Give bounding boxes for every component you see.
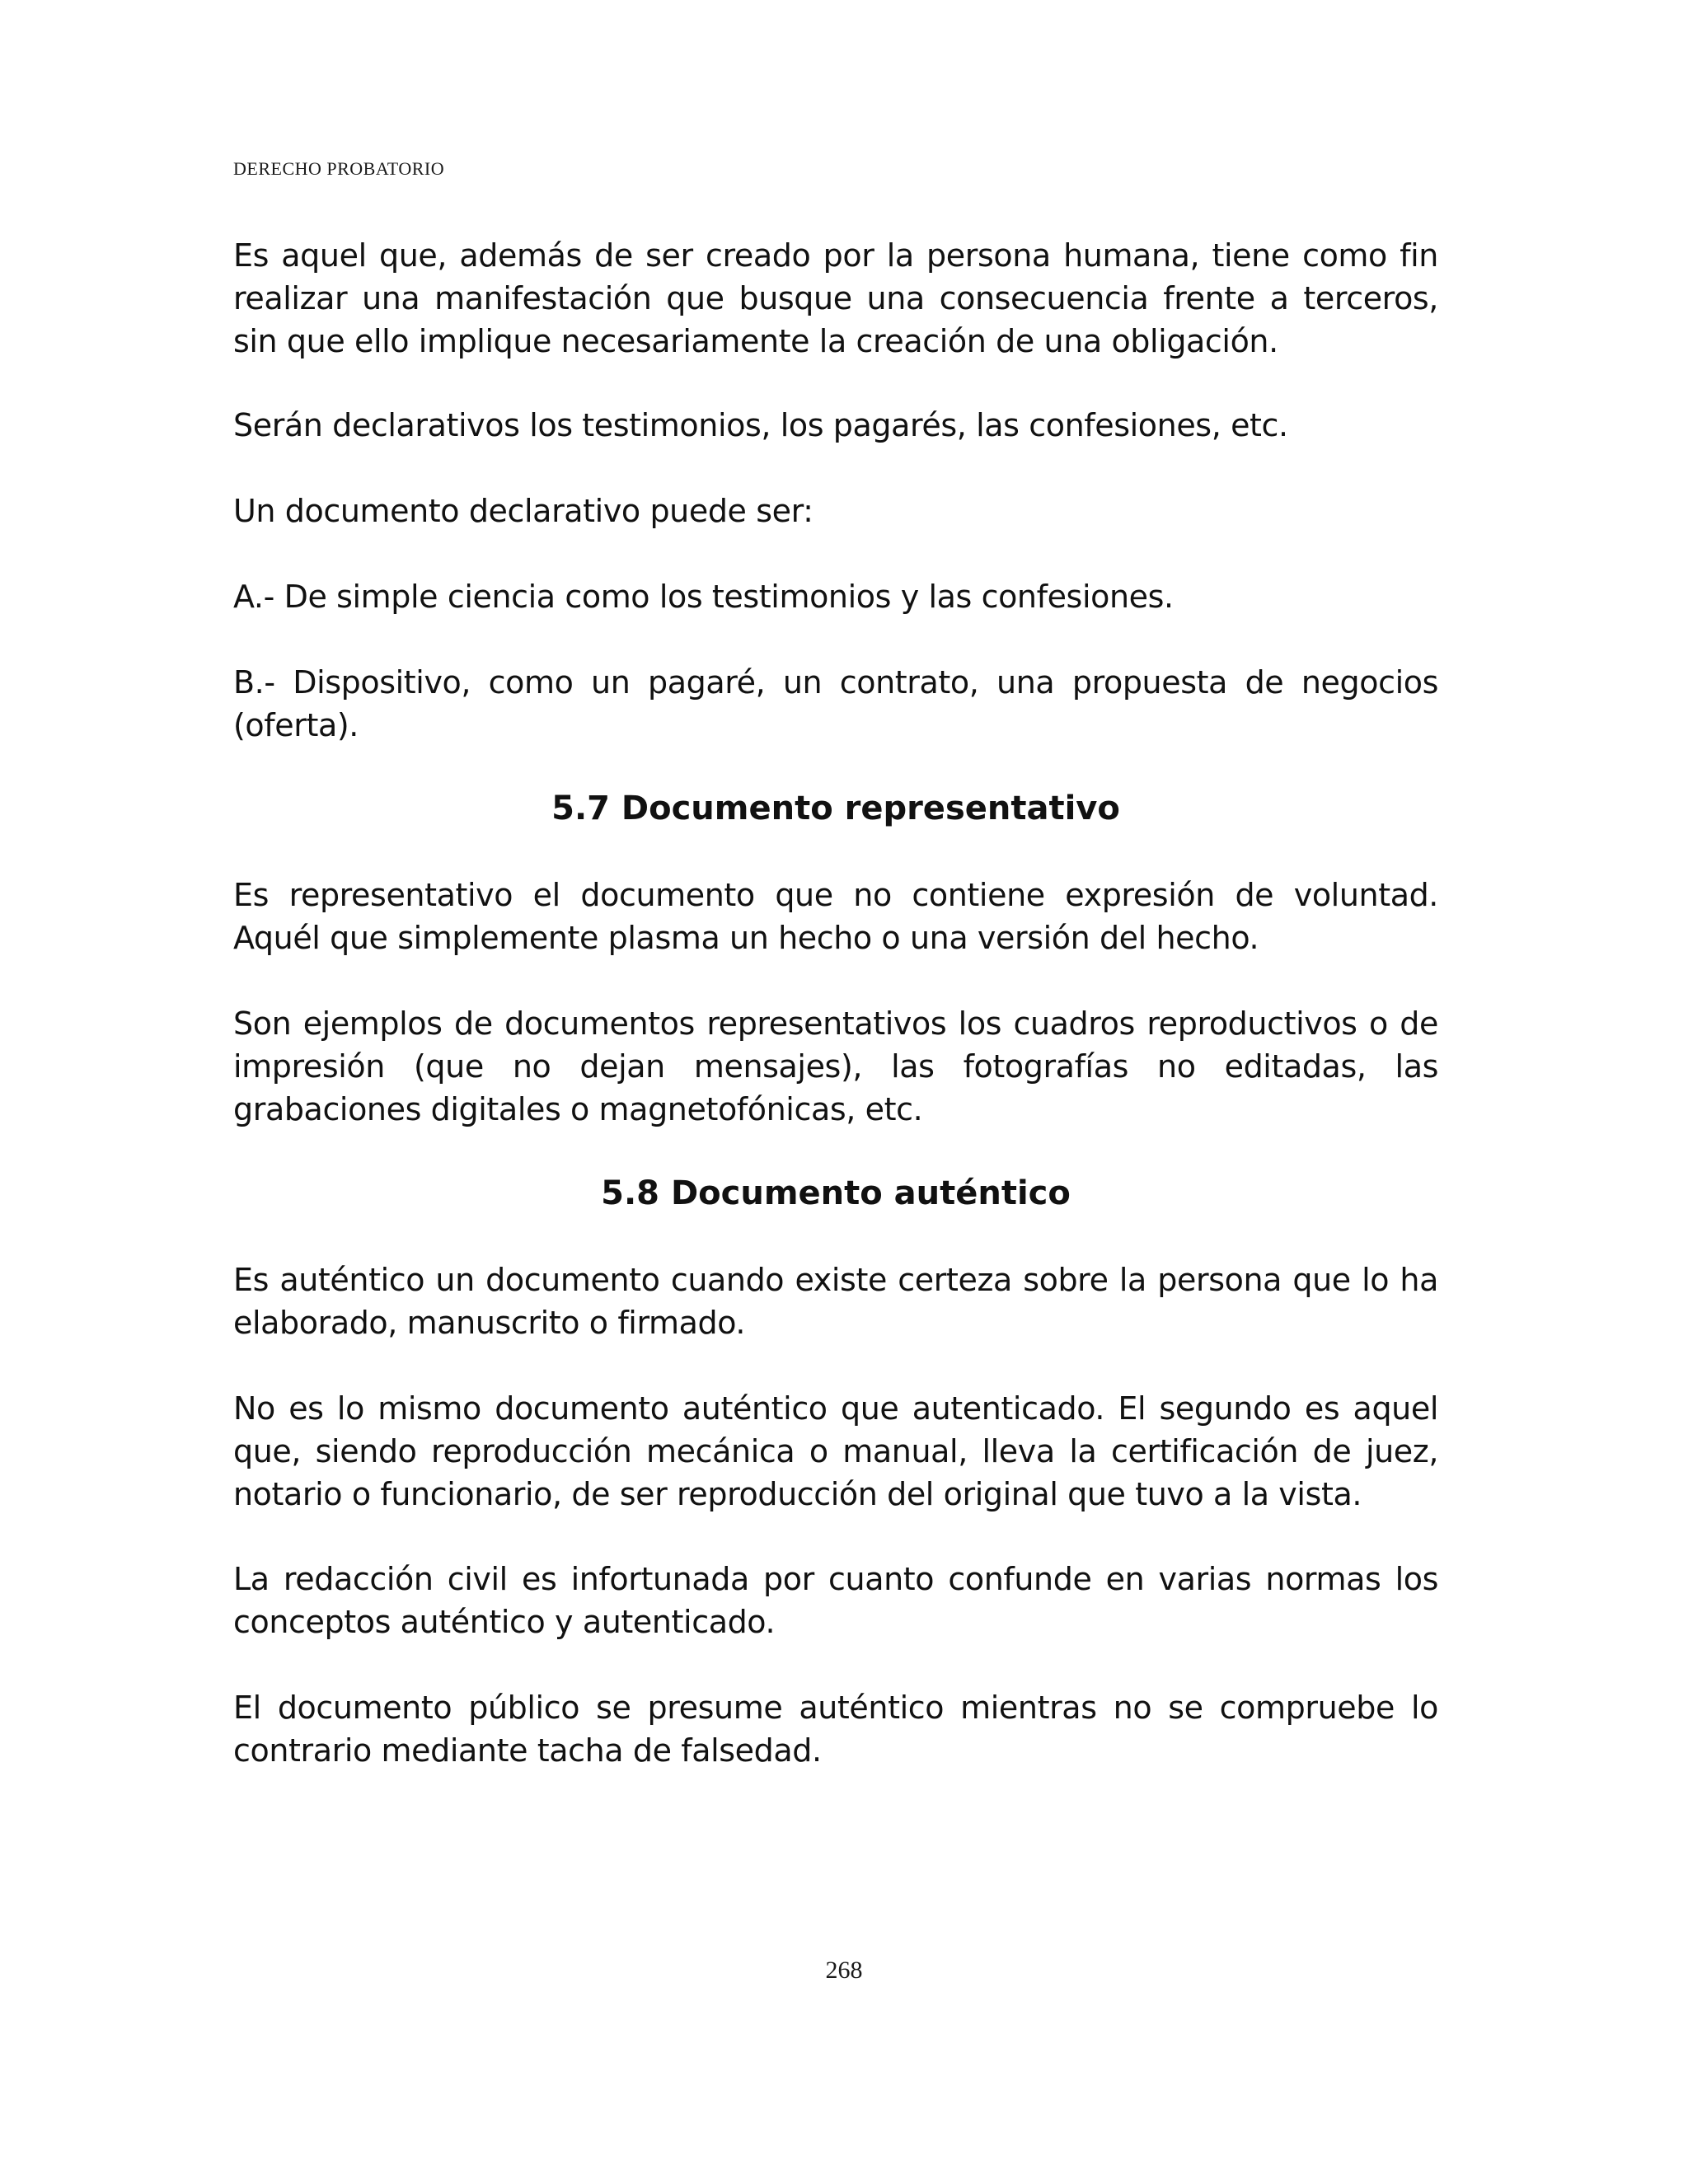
list-item-b: B.- Dispositivo, como un pagaré, un contrato, una propuesta de negocios (oferta). (233, 664, 1438, 743)
page-number: 268 (825, 1957, 863, 1984)
paragraph-declarative-intro: Un documento declarativo puede ser: (233, 493, 814, 529)
section-heading-5-7: 5.7 Documento representativo (551, 790, 1120, 827)
paragraph-civil-wording: La redacción civil es infortunada por cuanto confunde en varias normas los conceptos auténtico y autenticado. (233, 1561, 1438, 1640)
running-header: DERECHO PROBATORIO (233, 158, 445, 179)
paragraph-public-document: El documento público se presume auténtico mientras no se compruebe lo contrario mediante tacha de falsedad. (233, 1690, 1438, 1769)
paragraph-authentic-definition: Es auténtico un documento cuando existe certeza sobre la persona que lo ha elaborado, manuscrito o firmado. (233, 1262, 1438, 1341)
paragraph-definition: Es aquel que, además de ser creado por la persona humana, tiene como fin realizar una manifestación que busque una consecuencia frente a terceros, sin que ello implique necesariamente la creación de una obligación. (233, 237, 1438, 359)
section-heading-5-8: 5.8 Documento auténtico (601, 1174, 1071, 1212)
paragraph-representative-examples: Son ejemplos de documentos representativos los cuadros reproductivos o de impresión (que no dejan mensajes), las fotografías no editadas, las grabaciones digitales o magnetofónicas, etc. (233, 1005, 1438, 1127)
list-item-a: A.- De simple ciencia como los testimonios y las confesiones. (233, 579, 1174, 615)
paragraph-authentic-vs-authenticated: No es lo mismo documento auténtico que autenticado. El segundo es aquel que, siendo reproducción mecánica o manual, lleva la certificación de juez, notario o funcionario, de ser reproducción del original que tuvo a la vista. (233, 1390, 1438, 1512)
paragraph-representative-definition: Es representativo el documento que no contiene expresión de voluntad. Aquél que simplemente plasma un hecho o una versión del hecho. (233, 877, 1438, 956)
paragraph-declarative-examples: Serán declarativos los testimonios, los pagarés, las confesiones, etc. (233, 407, 1288, 443)
